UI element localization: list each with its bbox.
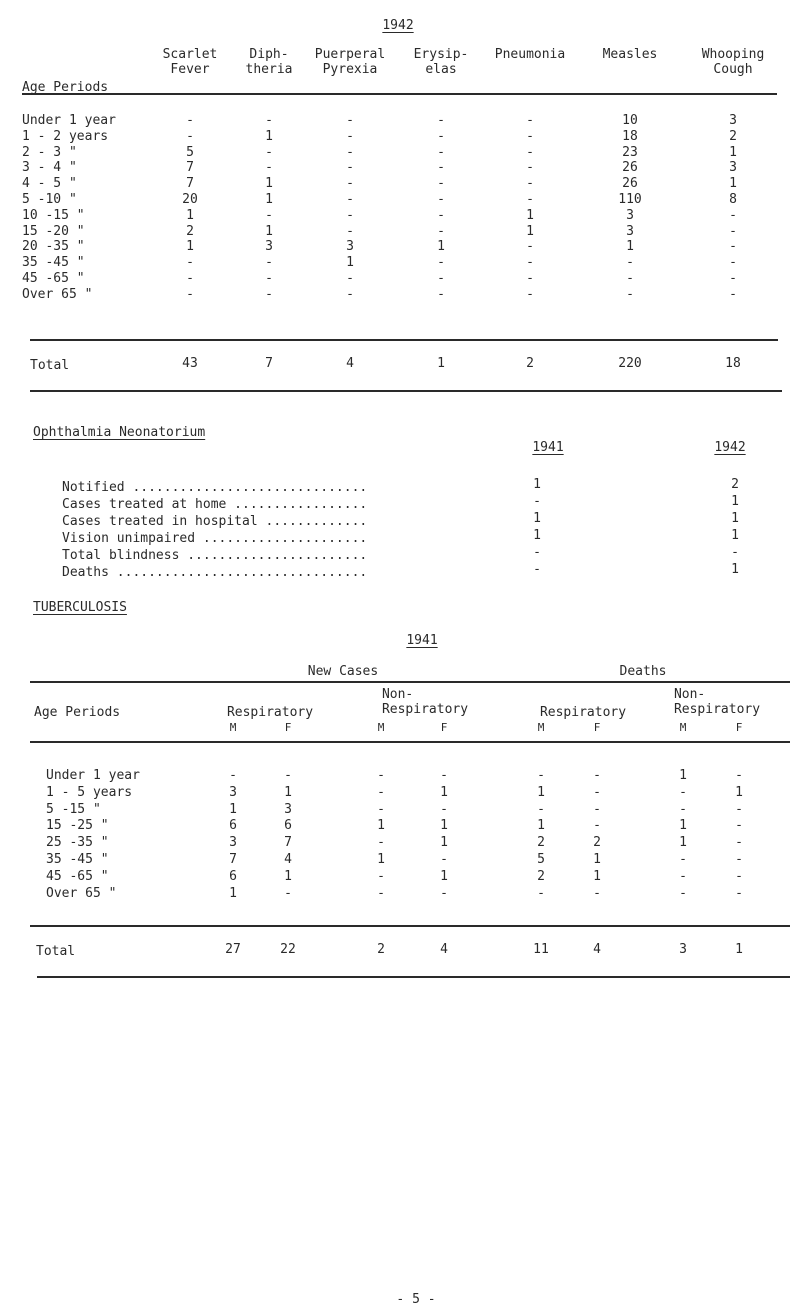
- table1-row-label: 5 -10 ": [22, 192, 77, 207]
- table1-row-label: Under 1 year: [22, 113, 116, 128]
- table3-sex-header: M: [229, 721, 237, 734]
- table1-cell: 10: [622, 113, 638, 128]
- table1-cell: 2: [729, 128, 737, 144]
- table3-sex-header: F: [593, 721, 601, 734]
- table3-total-cell: 11: [533, 942, 549, 957]
- table1-cell: -: [265, 207, 273, 223]
- table2-cell-1941: 1: [533, 477, 541, 492]
- table3-sex-header: F: [284, 721, 292, 734]
- table3-cell: 5: [537, 852, 545, 867]
- table1-row-label: 2 - 3 ": [22, 144, 77, 160]
- table1-row-label: 10 -15 ": [22, 207, 85, 223]
- table3-cell: -: [537, 768, 545, 783]
- table3-cell: -: [377, 801, 385, 817]
- table1-cell: -: [265, 271, 273, 286]
- table3-cell: 3: [284, 801, 292, 817]
- table1-cell: -: [526, 286, 534, 302]
- table3-cell: 1: [229, 885, 237, 901]
- table3-sub-nonresp-new: Non- Respiratory: [381, 687, 469, 717]
- table1-cell: -: [729, 255, 737, 271]
- table3-sex-header: F: [440, 721, 448, 734]
- table1-cell: -: [437, 160, 445, 176]
- table3-cell: -: [735, 835, 743, 851]
- table1-cell: -: [729, 223, 737, 239]
- table3-total-rule-bottom: [37, 976, 790, 978]
- table3-cell: 1: [377, 818, 385, 834]
- table1-cell: -: [346, 207, 354, 223]
- table1-header-6: Measles: [602, 47, 658, 62]
- table3-year: 1941: [406, 633, 438, 648]
- table1-cell: -: [437, 192, 445, 207]
- table1-cell: -: [346, 113, 354, 128]
- table1-cell: -: [437, 144, 445, 160]
- table2-cell-1942: 1: [731, 511, 739, 526]
- table3-cell: -: [229, 768, 237, 783]
- table3-cell: -: [377, 868, 385, 884]
- table3-cell: 1: [440, 868, 448, 884]
- table3-row-label: Over 65 ": [46, 885, 117, 901]
- table1-header-2: Diph- theria: [245, 47, 293, 77]
- table2-year-1942: 1942: [714, 440, 746, 455]
- table3-cell: 1: [440, 835, 448, 851]
- table1-total-cell: 220: [618, 356, 642, 371]
- table3-sex-header: M: [377, 721, 385, 734]
- table3-cell: 1: [735, 784, 743, 800]
- table1-cell: 3: [626, 207, 634, 223]
- table1-cell: -: [626, 255, 634, 271]
- table1-cell: -: [526, 160, 534, 176]
- table2-row-label: Total blindness .......................: [62, 548, 368, 563]
- table1-cell: 1: [346, 255, 354, 271]
- table3-row-label: 45 -65 ": [46, 868, 109, 884]
- table1-cell: -: [626, 271, 634, 286]
- table3-cell: -: [679, 852, 687, 867]
- table3-cell: -: [735, 885, 743, 901]
- table1-total-cell: 7: [265, 356, 273, 371]
- table1-cell: 3: [346, 239, 354, 255]
- table2-row-label: Cases treated at home .................: [62, 497, 368, 512]
- table1-header-4: Erysip- elas: [413, 47, 469, 77]
- table1-row-label: Over 65 ": [22, 286, 93, 302]
- table3-header-age: Age Periods: [34, 705, 121, 720]
- table3-total-cell: 2: [377, 942, 385, 957]
- table2-row-label: Deaths ................................: [62, 565, 368, 580]
- table1-cell: -: [346, 286, 354, 302]
- table3-cell: -: [593, 784, 601, 800]
- table1-cell: 1: [626, 239, 634, 255]
- table1-cell: 1: [186, 239, 194, 255]
- table3-total-cell: 4: [440, 942, 448, 957]
- table1-row-label: 15 -20 ": [22, 223, 85, 239]
- table3-cell: -: [440, 885, 448, 901]
- table3-sub-resp-deaths: Respiratory: [539, 705, 627, 720]
- table1-cell: -: [526, 271, 534, 286]
- table3-cell: -: [537, 885, 545, 901]
- table1-cell: -: [729, 207, 737, 223]
- table3-cell: 2: [537, 868, 545, 884]
- table1-cell: 23: [622, 144, 638, 160]
- table1-cell: -: [437, 128, 445, 144]
- table1-cell: -: [346, 144, 354, 160]
- table3-cell: -: [377, 835, 385, 851]
- table1-cell: -: [186, 113, 194, 128]
- table3-cell: 1: [679, 768, 687, 783]
- table3-cell: 3: [229, 835, 237, 851]
- table1-row-label: 35 -45 ": [22, 255, 85, 271]
- table1-cell: 7: [186, 176, 194, 192]
- table3-total-cell: 3: [679, 942, 687, 957]
- table1-cell: -: [265, 160, 273, 176]
- table3-cell: -: [679, 784, 687, 800]
- table1-cell: -: [526, 128, 534, 144]
- table1-cell: -: [526, 239, 534, 255]
- table1-cell: -: [526, 176, 534, 192]
- table3-cell: -: [284, 768, 292, 783]
- table1-cell: 1: [729, 144, 737, 160]
- table3-total-cell: 4: [593, 942, 601, 957]
- table3-cell: 6: [229, 818, 237, 834]
- table3-cell: -: [679, 801, 687, 817]
- table3-cell: -: [377, 885, 385, 901]
- table2-cell-1942: 1: [731, 494, 739, 509]
- table3-cell: 6: [229, 868, 237, 884]
- table3-header-rule-top: [30, 681, 790, 683]
- table3-cell: 1: [537, 784, 545, 800]
- table1-cell: -: [526, 192, 534, 207]
- table3-cell: 7: [229, 852, 237, 867]
- table1-cell: -: [186, 286, 194, 302]
- table3-row-label: 1 - 5 years: [46, 784, 133, 800]
- table3-row-label: 25 -35 ": [46, 835, 109, 851]
- table3-cell: -: [537, 801, 545, 817]
- table3-cell: 7: [284, 835, 292, 851]
- table1-cell: -: [265, 255, 273, 271]
- table1-cell: -: [346, 160, 354, 176]
- table1-row-label: 3 - 4 ": [22, 160, 77, 176]
- table3-cell: 3: [229, 784, 237, 800]
- table3-header-rule-bottom: [30, 741, 790, 743]
- table1-cell: -: [437, 207, 445, 223]
- table3-sub-nonresp-deaths: Non- Respiratory: [673, 687, 761, 717]
- table3-cell: -: [735, 801, 743, 817]
- table1-cell: -: [265, 286, 273, 302]
- table1-cell: -: [346, 128, 354, 144]
- table1-cell: 1: [265, 176, 273, 192]
- table1-cell: 20: [182, 192, 198, 207]
- table3-sex-header: M: [537, 721, 545, 734]
- table1-cell: 3: [626, 223, 634, 239]
- table3-cell: 6: [284, 818, 292, 834]
- table3-sex-header: M: [679, 721, 687, 734]
- table1-row-label: 45 -65 ": [22, 271, 85, 286]
- table3-cell: 1: [679, 818, 687, 834]
- table2-cell-1942: -: [731, 545, 739, 560]
- table3-row-label: 5 -15 ": [46, 801, 101, 817]
- table1-row-label: 20 -35 ": [22, 239, 85, 255]
- table3-cell: -: [735, 768, 743, 783]
- table2-year-1941: 1941: [532, 440, 564, 455]
- table1-cell: 1: [265, 128, 273, 144]
- table1-cell: -: [437, 255, 445, 271]
- table3-cell: -: [593, 885, 601, 901]
- table1-cell: -: [526, 113, 534, 128]
- table1-header-3: Puerperal Pyrexia: [314, 47, 386, 77]
- table3-group-new: New Cases: [307, 664, 379, 679]
- table1-cell: 26: [622, 176, 638, 192]
- table1-cell: -: [186, 128, 194, 144]
- table1-cell: 1: [526, 223, 534, 239]
- table1-cell: -: [265, 113, 273, 128]
- table2-cell-1941: -: [533, 562, 541, 577]
- table1-cell: -: [346, 192, 354, 207]
- table1-header-age: Age Periods: [22, 80, 109, 95]
- table3-title: TUBERCULOSIS: [33, 600, 127, 615]
- table3-cell: 1: [537, 818, 545, 834]
- table1-total-rule-bottom: [30, 390, 782, 392]
- table1-cell: 2: [186, 223, 194, 239]
- table3-cell: -: [735, 818, 743, 834]
- table3-cell: 1: [679, 835, 687, 851]
- table1-cell: -: [346, 176, 354, 192]
- table2-cell-1941: 1: [533, 528, 541, 543]
- table2-cell-1941: -: [533, 494, 541, 509]
- table1-total-cell: 4: [346, 356, 354, 371]
- table1-total-label: Total: [30, 358, 70, 373]
- table3-cell: 1: [593, 868, 601, 884]
- table3-sub-resp-new: Respiratory: [226, 705, 314, 720]
- table3-cell: -: [440, 852, 448, 867]
- page-number: - 5 -: [396, 1292, 436, 1307]
- table3-cell: -: [735, 852, 743, 867]
- table1-cell: 5: [186, 144, 194, 160]
- table2-row-label: Vision unimpaired .....................: [62, 531, 368, 546]
- table3-total-label: Total: [36, 944, 76, 959]
- table3-row-label: 35 -45 ": [46, 852, 109, 867]
- table2-cell-1941: -: [533, 545, 541, 560]
- table1-total-rule-top: [30, 339, 778, 341]
- table3-cell: 4: [284, 852, 292, 867]
- table1-cell: -: [437, 271, 445, 286]
- table2-cell-1942: 1: [731, 562, 739, 577]
- table3-cell: -: [284, 885, 292, 901]
- table1-cell: -: [346, 223, 354, 239]
- table3-cell: 2: [593, 835, 601, 851]
- table2-row-label: Notified ..............................: [62, 480, 368, 495]
- table3-cell: 1: [440, 784, 448, 800]
- table1-cell: -: [265, 144, 273, 160]
- table1-cell: 8: [729, 192, 737, 207]
- table1-cell: 1: [526, 207, 534, 223]
- table3-total-cell: 1: [735, 942, 743, 957]
- table1-cell: 3: [265, 239, 273, 255]
- table1-cell: 1: [265, 223, 273, 239]
- table1-cell: -: [729, 271, 737, 286]
- table1-cell: 110: [618, 192, 642, 207]
- table1-cell: 1: [265, 192, 273, 207]
- table2-title: Ophthalmia Neonatorium: [33, 425, 206, 440]
- table1-cell: 3: [729, 113, 737, 128]
- table3-cell: -: [440, 768, 448, 783]
- table1-cell: -: [437, 286, 445, 302]
- table1-cell: -: [729, 239, 737, 255]
- table3-cell: -: [377, 784, 385, 800]
- table1-cell: 3: [729, 160, 737, 176]
- table3-group-deaths: Deaths: [619, 664, 667, 679]
- table3-sex-header: F: [735, 721, 743, 734]
- table3-cell: -: [377, 768, 385, 783]
- table1-cell: -: [186, 271, 194, 286]
- table1-cell: -: [346, 271, 354, 286]
- table3-total-cell: 27: [225, 942, 241, 957]
- table2-cell-1942: 2: [731, 477, 739, 492]
- table1-cell: 26: [622, 160, 638, 176]
- table2-row-label: Cases treated in hospital .............: [62, 514, 368, 529]
- table3-total-rule-top: [30, 925, 790, 927]
- table1-cell: 1: [437, 239, 445, 255]
- table1-cell: -: [437, 223, 445, 239]
- table1-year: 1942: [382, 18, 414, 33]
- table1-header-rule: [22, 93, 777, 95]
- table1-cell: -: [437, 113, 445, 128]
- table3-cell: 2: [537, 835, 545, 851]
- table2-cell-1941: 1: [533, 511, 541, 526]
- table1-total-cell: 1: [437, 356, 445, 371]
- table3-cell: -: [593, 768, 601, 783]
- table3-cell: 1: [284, 868, 292, 884]
- table1-cell: -: [437, 176, 445, 192]
- table3-cell: 1: [377, 852, 385, 867]
- table1-cell: -: [526, 255, 534, 271]
- table3-cell: -: [440, 801, 448, 817]
- table1-cell: 18: [622, 128, 638, 144]
- table3-cell: -: [593, 818, 601, 834]
- table3-cell: -: [679, 868, 687, 884]
- table1-row-label: 4 - 5 ": [22, 176, 77, 192]
- table1-cell: -: [729, 286, 737, 302]
- table3-cell: 1: [440, 818, 448, 834]
- table3-row-label: 15 -25 ": [46, 818, 109, 834]
- table1-cell: -: [186, 255, 194, 271]
- table1-total-cell: 2: [526, 356, 534, 371]
- table2-cell-1942: 1: [731, 528, 739, 543]
- table3-cell: 1: [284, 784, 292, 800]
- table1-total-cell: 43: [182, 356, 198, 371]
- table1-header-1: Scarlet Fever: [162, 47, 218, 77]
- table1-header-5: Pneumonia: [494, 47, 566, 62]
- table1-cell: 7: [186, 160, 194, 176]
- table1-cell: 1: [186, 207, 194, 223]
- table1-header-7: Whooping Cough: [701, 47, 765, 77]
- table3-cell: -: [679, 885, 687, 901]
- table1-row-label: 1 - 2 years: [22, 128, 109, 144]
- table3-cell: 1: [229, 801, 237, 817]
- table1-cell: -: [626, 286, 634, 302]
- table3-total-cell: 22: [280, 942, 296, 957]
- table1-total-cell: 18: [725, 356, 741, 371]
- table3-cell: -: [593, 801, 601, 817]
- table3-row-label: Under 1 year: [46, 768, 140, 783]
- table1-cell: -: [526, 144, 534, 160]
- table3-cell: -: [735, 868, 743, 884]
- table3-cell: 1: [593, 852, 601, 867]
- table1-cell: 1: [729, 176, 737, 192]
